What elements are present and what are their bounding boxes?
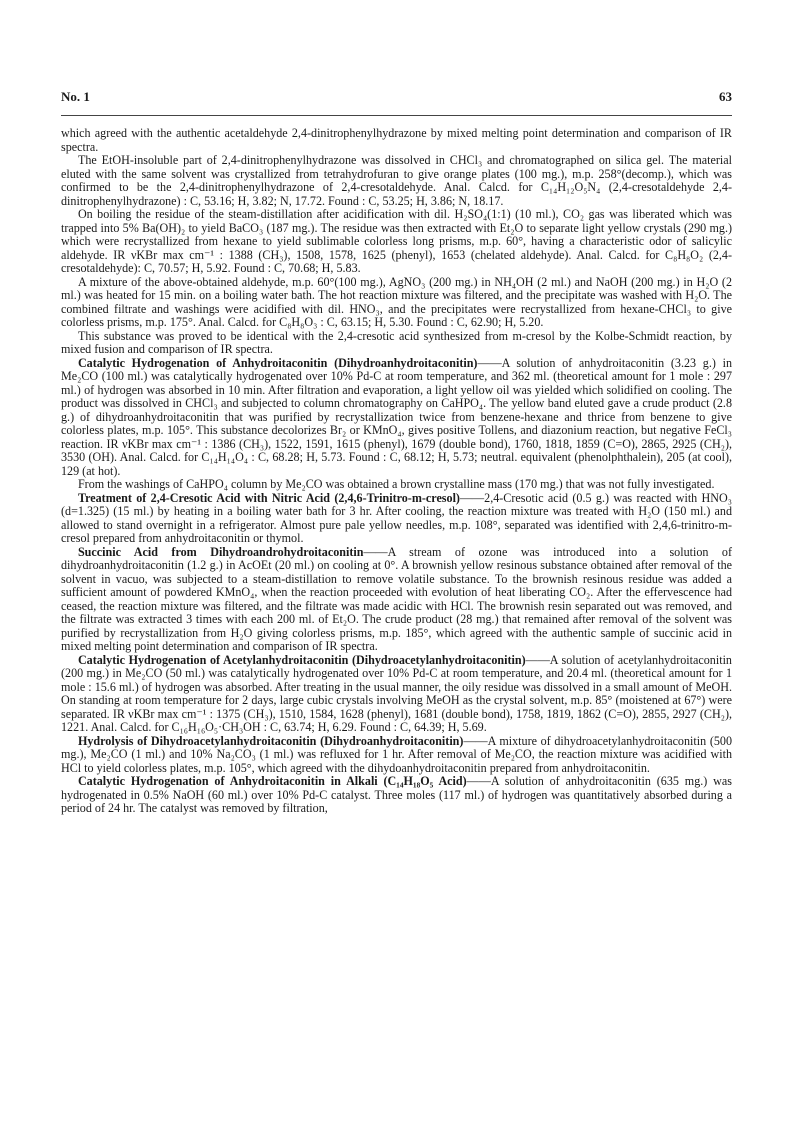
section-title: Catalytic Hydrogenation of Anhydroitaconitin in Alkali (C₁₄H₁₈O₅ Acid) (77, 774, 467, 788)
paragraph: On boiling the residue of the steam-distillation after acidification with dil. H₂SO₄(1:1) (10 ml.), CO₂ gas was liberated which was trapped into 5% Ba(OH)₂ to yield BaCO₃ (187 mg.). The residue was then extracted with Et₂O to separate light yellow crystals (290 mg.) which were recrystallized from hexane to yield sublimable colorless long prisms, m.p. 60°, having a characteristic odor of salicylic aldehyde. IR νKBr max cm⁻¹ : 1388 (CH₃), 1508, 1578, 1625 (phenyl), 1653 (chelated aldehyde). Anal. Calcd. for C₈H₈O₂ (2,4-cresotaldehyde): C, 70.57; H, 5.92. Found : C, 70.68; H, 5.83. (61, 207, 732, 275)
header-rule (61, 115, 732, 116)
paragraph: Succinic Acid from Dihydroandrohydroitaconitin——A stream of ozone was introduced into a solution of dihydroanhydroitaconitin (1.2 g.) in AcOEt (20 ml.) on cooling at 0°. A brownish yellow resinous substance obtained after removal of the solvent in vacuo, was subjected to a steam-distillation to remove volatile substance. To the brownish resinous residue was added a sufficient amount of powdered KMnO₄, when the reaction proceeded with evolution of heat liberating CO₂. After the effervescence had ceased, the reaction mixture was filtered, and the filtrate was made acidic with HCl. The brownish resin separated out was removed, and the filtrate was extracted 3 times with each 200 ml. of Et₂O. The crude product (28 mg.) that remained after removal of the solvent was purified by recrystallization from H₂O giving colorless prisms, m.p. 185°, which agreed with the authentic sample of succinic acid in mixed melting point determination and comparison of IR spectra. (61, 544, 732, 653)
section-title: Catalytic Hydrogenation of Anhydroitaconitin (Dihydroanhydroitaconitin) (77, 355, 478, 370)
paragraph: A mixture of the above-obtained aldehyde, m.p. 60°(100 mg.), AgNO₃ (200 mg.) in NH₄OH (2 ml.) and NaOH (200 mg.) in H₂O (2 ml.) was heated for 15 min. on a boiling water bath. The hot reaction mixture was filtered, and the precipitate was washed with H₂O. The combined filtrate and washings were acidified with dil. HNO₃, and the precipitates were recrystallized from hexane-CHCl₃ to give colorless prisms, m.p. 175°. Anal. Calcd. for C₈H₈O₃ : C, 63.15; H, 5.30. Found : C, 62.90; H, 5.20. (61, 274, 732, 329)
section-title: Hydrolysis of Dihydroacetylanhydroitaconitin (Dihydroanhydroitaconitin) (77, 733, 464, 748)
paragraph: The EtOH-insoluble part of 2,4-dinitrophenylhydrazone was dissolved in CHCl₃ and chromatographed on silica gel. The material eluted with the same solvent was crystallized from tetrahydrofuran to give orange plates (100 mg.), m.p. 258°(decomp.), which was confirmed to be the 2,4-dinitrophenylhydrazone of 2,4-cresotaldehyde. Anal. Calcd. for C₁₄H₁₂O₅N₄ (2,4-cresotaldehyde 2,4-dinitrophenylhydrazone) : C, 53.16; H, 3.82; N, 17.72. Found : C, 53.25; H, 3.86; N, 18.17. (61, 153, 732, 208)
section-title: Treatment of 2,4-Cresotic Acid with Nitric Acid (2,4,6-Trinitro-m-cresol) (77, 490, 460, 505)
paragraph: which agreed with the authentic acetaldehyde 2,4-dinitrophenylhydrazone by mixed melting point determination and comparison of IR spectra. (61, 126, 732, 154)
paragraph: Hydrolysis of Dihydroacetylanhydroitaconitin (Dihydroanhydroitaconitin)——A mixture of dihydroacetylanhydroitaconitin (500 mg.), Me₂CO (1 ml.) and 10% Na₂CO₃ (1 ml.) was refluxed for 1 hr. After removal of Me₂CO, the reaction mixture was acidified with HCl to yield colorless plates, m.p. 105°, which agreed with the dihydoanhydroitaconitin prepared from anhydroitaconitin. (61, 733, 732, 775)
paragraph: Catalytic Hydrogenation of Anhydroitaconitin in Alkali (C₁₄H₁₈O₅ Acid)——A solution of anhydroitaconitin (635 mg.) was hydrogenated in 0.5% NaOH (60 ml.) over 10% Pd-C catalyst. Three moles (117 ml.) of hydrogen was quantitatively absorbed during a period of 24 hr. The catalyst was removed by filtration, (61, 774, 732, 815)
paragraph: Treatment of 2,4-Cresotic Acid with Nitric Acid (2,4,6-Trinitro-m-cresol)——2,4-Cresotic acid (0.5 g.) was reacted with HNO₃ (d=1.325) (15 ml.) by heating in a boiling water bath for 3 hr. After cooling, the reaction mixture was treated with H₂O (150 ml.) and allowed to stand overnight in a refrigerator. Almost pure pale yellow needles, m.p. 108°, separated was identified with 2,4,6-trinitro-m-cresol prepared from anhydroitaconitin or thymol. (61, 490, 732, 545)
paragraph: Catalytic Hydrogenation of Acetylanhydroitaconitin (Dihydroacetylanhydroitaconitin)——A solution of acetylanhydroitaconitin (200 mg.) in Me₂CO (50 ml.) was catalytically hydrogenated over 10% Pd-C at room temperature, and 20.4 ml. (theoretical amount for 1 mole : 15.6 ml.) of hydrogen was absorbed. After treating in the usual manner, the oily residue was dissolved in a small amount of MeOH. On standing at room temperature for 2 days, large cubic crystals involving MeOH as the crystal solvent, m.p. 85° (moistened at 67°) were separated. IR νKBr max cm⁻¹ : 1375 (CH₃), 1510, 1584, 1628 (phenyl), 1681 (double bond), 1758, 1819, 1862 (C=O), 2855, 2927 (CH₂), 1221. Anal. Calcd. for C₁₆H₁₆O₅·CH₃OH : C, 63.74; H, 6.29. Found : C, 64.39; H, 5.69. (61, 652, 732, 734)
page-number: 63 (719, 89, 732, 104)
paragraph: From the washings of CaHPO₄ column by Me₂CO was obtained a brown crystalline mass (170 mg.) that was not fully investigated. (77, 477, 715, 491)
section-title: Catalytic Hydrogenation of Acetylanhydroitaconitin (Dihydroacetylanhydroitaconitin) (77, 652, 526, 667)
body-text (61, 127, 732, 816)
paragraph: This substance was proved to be identical with the 2,4-cresotic acid synthesized from m-cresol by the Kolbe-Schmidt reaction, by mixed fusion and comparison of IR spectra. (61, 328, 732, 356)
section-title: Succinic Acid from Dihydroandrohydroitaconitin (77, 544, 364, 559)
paragraph: Catalytic Hydrogenation of Anhydroitaconitin (Dihydroanhydroitaconitin)——A solution of anhydroitaconitin (3.23 g.) in Me₂CO (100 ml.) was catalytically hydrogenated over 10% Pd-C at room temperature, and 362 ml. (theoretical amount for 1 mole : 297 ml.) of hydrogen was absorbed in 10 min. After filtration and evaporation, a light yellow oil was yielded which solidified on cooling. The product was dissolved in CHCl₃ and subjected to column chromatography on CaHPO₄. The yellow band eluted gave a crude product (2.8 g.) of dihydroanhydroitaconitin that was purified by recrystallization twice from benzene-hexane and thrice from benzene to give colorless plates, m.p. 105°. This substance decolorizes Br₂ or KMnO₄, gives positive Tollens, and diazonium reaction, but negative FeCl₃ reaction. IR νKBr max cm⁻¹ : 1386 (CH₃), 1522, 1591, 1615 (phenyl), 1679 (double bond), 1760, 1818, 1859 (C=O), 2865, 2925 (CH₂), 3530 (OH). Anal. Calcd. for C₁₄H₁₄O₄ : C, 68.28; H, 5.73. Found : C, 68.12; H, 5.73; neutral. equivalent (phenolphthalein), 205 (at cool), 129 (at hot). (61, 355, 732, 478)
running-header (61, 89, 732, 109)
issue-number: No. 1 (61, 89, 90, 104)
